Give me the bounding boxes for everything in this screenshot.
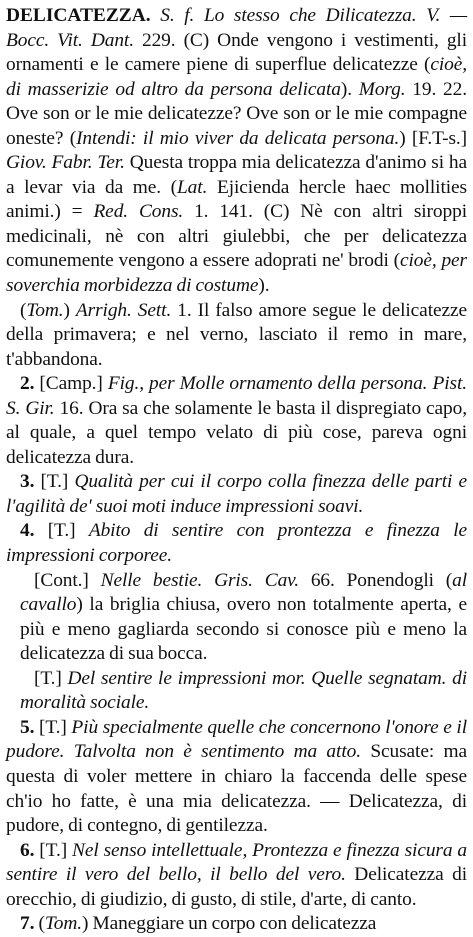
text-run: [T.] [34, 667, 68, 689]
text-run: Nelle bestie. Gris. Cav. [100, 569, 299, 591]
sense-5 [6, 716, 467, 839]
text-run: Qualità per cui il corpo colla finezza delle parti e l'agilità de' suoi moti induce impressioni soavi. [6, 471, 468, 517]
text-run: ( [34, 913, 45, 935]
text-run: cioè, per soverchia morbidezza di costume [6, 250, 468, 297]
text-run: [Cont.] [34, 569, 101, 591]
sense-6 [6, 839, 467, 913]
entry-definition-main [6, 4, 467, 299]
sense-4-moral [6, 667, 467, 716]
text-run: ) la briglia chiusa, overo non totalmente aperta, e più e meno gagliarda secondo si conosce più e meno la delicatezza di sua bocca. [20, 594, 467, 665]
text-run: Intendi: il mio viver da delicata persona. [76, 127, 400, 149]
text-run: Giov. Fabr. Ter. [6, 152, 125, 174]
text-run: Scusate: ma questa di voler mettere in chiaro la faccenda delle spese ch'io ho fatte, è una mia delicatezza. — Delicatezza, di pudore, di contegno, di gentilezza. [6, 741, 467, 837]
text-run: 1. 141. (C) Nè con altri siroppi medicinali, nè con altri giulebbi, che per delicatezza comunemente vengono a essere adoprati ne' brodi ( [6, 201, 467, 272]
text-run: Fig., per Molle ornamento della persona. Pist. S. Gir. [6, 373, 467, 419]
text-run: Abito di sentire con prontezza e finezza le impressioni corporee. [6, 520, 467, 567]
text-run: 6. [20, 839, 35, 861]
text-run: 66. Ponendogli ( [298, 569, 453, 591]
text-run: ) [63, 299, 76, 321]
text-run: [T.] [34, 716, 72, 738]
text-run: 1. Il falso amore segue le delicatezze della primavera; e nel verno, lasciato il remo in mare, t'abbandona. [6, 299, 468, 370]
text-run: Red. Cons. [93, 201, 184, 223]
entry-citation-arrigh [6, 299, 467, 373]
text-run: Morg. [358, 78, 406, 100]
text-run: 19. 22. Ove son or le mie delicatezze? Ove son or le mie compagne oneste? ( [6, 78, 467, 149]
sense-3 [6, 470, 467, 519]
text-run: cioè, di masserizie od altro da persona delicata [6, 54, 467, 100]
text-run: Arrigh. Sett. [75, 299, 172, 321]
text-run: 2. [20, 373, 35, 395]
text-run: Questa troppa mia delicatezza d'animo si ha a levar via da me. ( [6, 152, 467, 198]
text-run: Più specialmente quelle che concernono l'onore e il pudore. Talvolta non è sentimento ma atto. [6, 716, 468, 763]
text-run: ). [340, 78, 359, 100]
text-run: 5. [20, 716, 35, 738]
text-run: ( [20, 299, 27, 321]
text-run: ) [F.T-s.] [399, 127, 467, 149]
text-run: 4. [20, 520, 35, 542]
text-run: Lat. [177, 176, 208, 198]
text-run: DELICATEZZA. [6, 5, 151, 26]
text-run: Tom. [26, 299, 64, 321]
text-run: Del sentire le impressioni mor. Quelle segnatam. di moralità sociale. [20, 667, 467, 714]
text-run: 7. [20, 913, 35, 935]
sense-2 [6, 372, 467, 470]
text-run: Ejicienda hercle haec mollities animi.) = [6, 176, 468, 223]
text-run: 16. Ora sa che solamente le basta il dispregiato capo, al quale, a quel tempo velato di più cose, pareva ogni delicatezza dura. [6, 397, 467, 468]
sense-7 [6, 912, 467, 937]
text-run: Dilicatezza. V. — Bocc. Vit. Dant. [6, 5, 468, 51]
text-run: al cavallo [20, 569, 467, 616]
text-run: 3. [20, 471, 35, 493]
text-run: [Camp.] [34, 373, 108, 395]
sense-4 [6, 519, 467, 568]
text-run: S. f. Lo stesso che [150, 5, 326, 26]
text-run: [T.] [34, 520, 89, 542]
text-run: ). [258, 275, 270, 297]
sense-4-citation [6, 569, 467, 667]
text-run: [T.] [34, 839, 73, 861]
text-run: Nel senso intellettuale, Prontezza e finezza sicura a sentire il vero del bello, il bello del vero. [6, 839, 468, 886]
text-run: [T.] [34, 471, 75, 493]
text-run: 229. (C) Onde vengono i vestimenti, gli ornamenti e le camere piene di superflue delicatezze ( [6, 29, 468, 76]
text-run: Delicatezza di orecchio, di giudizio, di gusto, di stile, d'arte, di canto. [6, 864, 467, 910]
text-run: Tom. [44, 913, 83, 935]
text-run: ) Maneggiare un corpo con delicatezza [82, 913, 377, 935]
